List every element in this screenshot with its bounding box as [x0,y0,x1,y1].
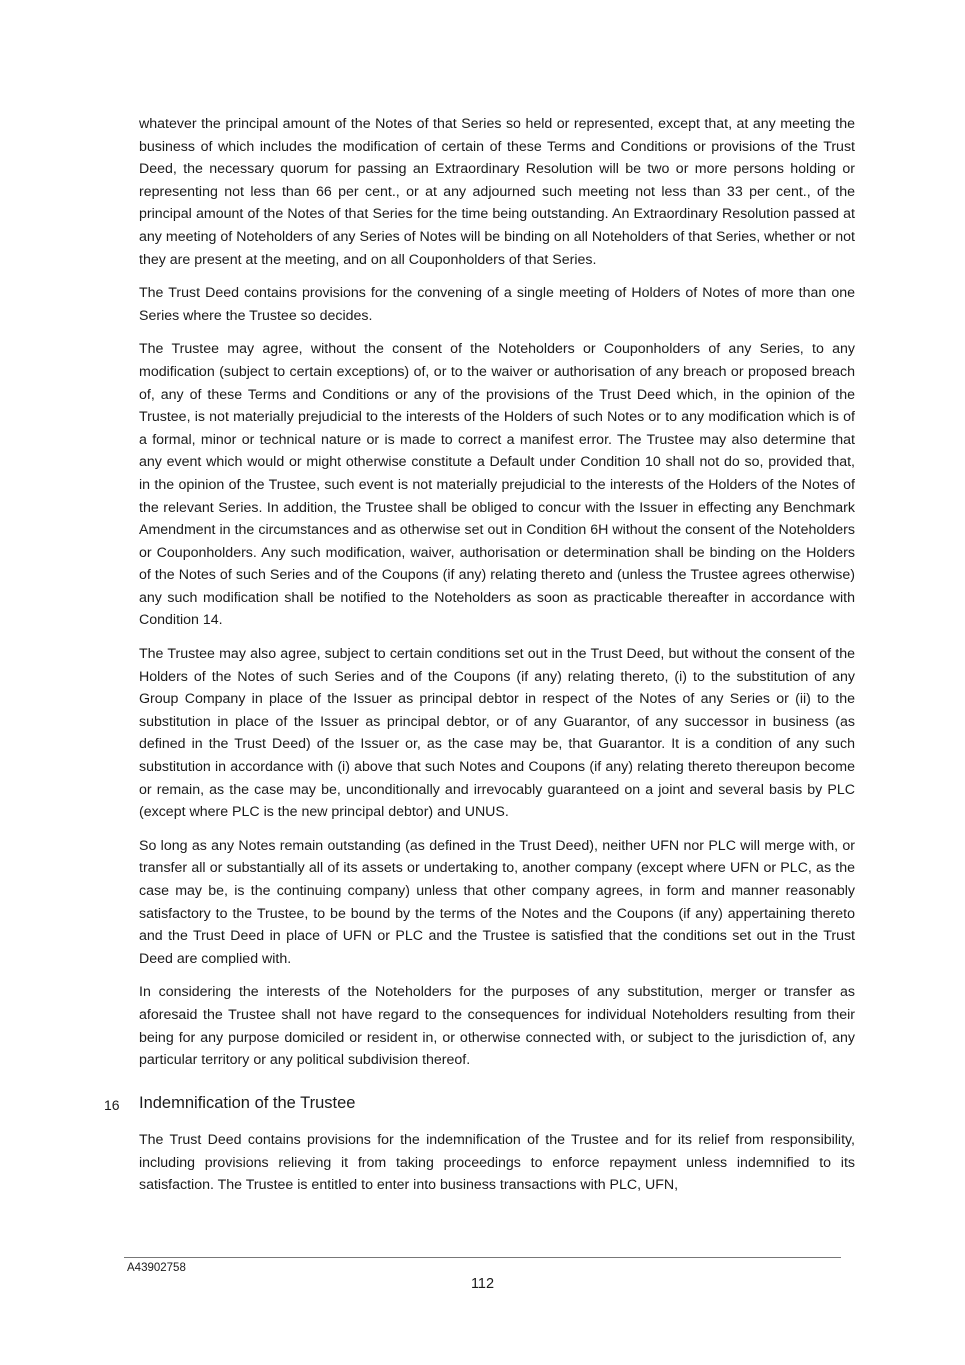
footer-divider [124,1257,841,1258]
document-reference: A43902758 [127,1262,186,1274]
paragraph-single-meeting: The Trust Deed contains provisions for the convening of a single meeting of Holders of Notes of more than one Series where the Trustee so decides. [139,285,855,324]
section-number: 16 [104,1097,120,1113]
section-body [139,1129,855,1208]
paragraph-trustee-modification: The Trustee may agree, without the consent of the Noteholders or Couponholders of any Series, to any modification (subject to certain exceptions) of, or to the waiver or authorisation of any breach or proposed breach of, any of these Terms and Conditions or any of the provisions of the Trust Deed which, in the opinion of the Trustee, is not materially prejudicial to the interests of the Holders of such Notes or to any modification which is of a formal, minor or technical nature or is made to correct a manifest error. The Trustee may also determine that any event which would or might otherwise constitute a Default under Condition 10 shall not do so, provided that, in the opinion of the Trustee, such event is not materially prejudicial to the interests of the Holders of the Notes of the relevant Series. In addition, the Trustee shall be obliged to concur with the Issuer in effecting any Benchmark Amendment in the circumstances and as otherwise set out in Condition 6H without the consent of the Noteholders or Couponholders. Any such modification, waiver, authorisation or determination shall be binding on the Holders of the Notes of such Series and of the Coupons (if any) relating thereto and (unless the Trustee agrees otherwise) any such modification shall be notified to the Noteholders as soon as practicable thereafter in accordance with Condition 14. [139,341,855,629]
section-heading [0,1094,965,1118]
body-text [139,113,855,1083]
page-number: 112 [470,1276,495,1292]
paragraph-substitution: The Trustee may also agree, subject to certain conditions set out in the Trust Deed, but without the consent of the Holders of the Notes of such Series and of the Coupons (if any) relating thereto, (i) to the substitution of any Group Company in place of the Issuer as principal debtor in respect of the Notes of any Series or (ii) to the substitution in place of the Issuer as principal debtor, or of any Guarantor, of any successor in business (as defined in the Trust Deed) of the Issuer or, as the case may be, that Guarantor. It is a condition of any such substitution in accordance with (i) above that such Notes and Coupons (if any) relating thereto thereupon become or remain, as the case may be, unconditionally and irrevocably guaranteed on a joint and several basis by PLC (except where PLC is the new principal debtor) and UNUS. [139,646,855,821]
paragraph-indemnification: The Trust Deed contains provisions for the indemnification of the Trustee and for its relief from responsibility, including provisions relieving it from taking proceedings to enforce repayment unless indemnified to its satisfaction. The Trustee is entitled to enter into business transactions with PLC, UFN, [139,1132,855,1194]
paragraph-noteholder-interests: In considering the interests of the Noteholders for the purposes of any substitution, merger or transfer as aforesaid the Trustee shall not have regard to the consequences for individual Noteholders resulting from their being for any purpose domiciled or resident in, or otherwise connected with, or subject to the jurisdiction of, any particular territory or any political subdivision thereof. [139,984,855,1069]
paragraph-quorum: whatever the principal amount of the Notes of that Series so held or represented, except that, at any meeting the business of which includes the modification of certain of these Terms and Conditions or provisions of the Trust Deed, the necessary quorum for passing an Extraordinary Resolution will be two or more persons holding or representing not less than 66 per cent., or at any adjourned such meeting not less than 33 per cent., of the principal amount of the Notes of that Series for the time being outstanding. An Extraordinary Resolution passed at any meeting of Noteholders of any Series of Notes will be binding on all Noteholders of that Series, whether or not they are present at the meeting, and on all Couponholders of that Series. [139,116,855,268]
paragraph-merger: So long as any Notes remain outstanding (as defined in the Trust Deed), neither UFN nor PLC will merge with, or transfer all or substantially all of its assets or undertaking to, another company (except where UFN or PLC, as the case may be, is the continuing company) unless that other company agrees, in form and manner reasonably satisfactory to the Trustee, to be bound by the terms of the Notes and the Coupons (if any) appertaining thereto and the Trust Deed in place of UFN or PLC and the Trustee is satisfied that the conditions set out in the Trust Deed are complied with. [139,837,855,967]
section-title: Indemnification of the Trustee [139,1094,356,1112]
